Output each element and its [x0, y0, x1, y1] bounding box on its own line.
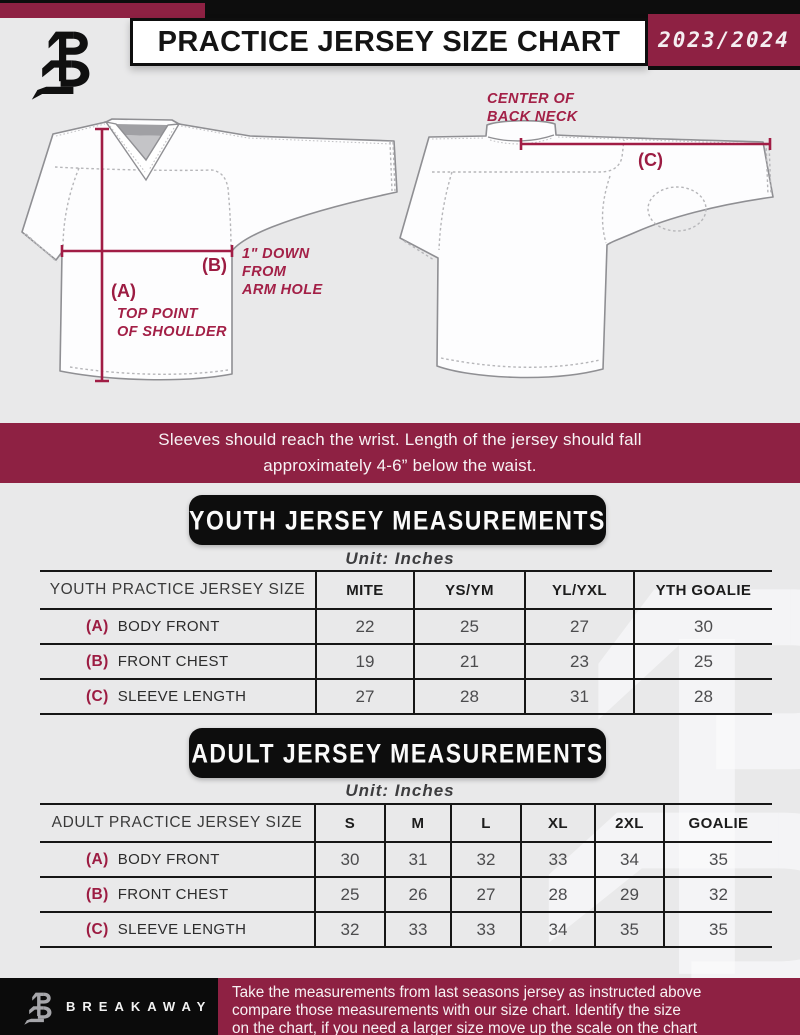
front-jersey-drawing [22, 119, 397, 380]
footer-line2: compare those measurements with our size chart. Identify the size [232, 1002, 681, 1019]
table-row [40, 877, 772, 912]
youth-unit-label: Unit: Inches [345, 549, 455, 568]
value-cell: 34 [521, 912, 595, 947]
table-row [40, 842, 772, 877]
value-cell: 35 [664, 842, 772, 877]
footer-line3: on the chart, if you need a larger size move up the scale on the chart [232, 1020, 698, 1035]
value-cell: 21 [414, 644, 525, 679]
value-cell: 31 [525, 679, 634, 714]
measure-note-c-line1: CENTER OF [487, 91, 575, 107]
column-header: YL/YXL [525, 571, 634, 609]
value-cell: 31 [385, 842, 451, 877]
measure-label-c: (C) [638, 150, 663, 170]
value-cell: 30 [315, 842, 385, 877]
adult-size-table [40, 803, 772, 948]
footer-instructions [218, 978, 800, 1035]
back-jersey-drawing [400, 121, 773, 378]
value-cell: 25 [414, 609, 525, 644]
column-header: XL [521, 804, 595, 842]
value-cell: 27 [451, 877, 521, 912]
adult-section-title: ADULT JERSEY MEASUREMENTS [191, 737, 604, 768]
fit-note-line2: approximately 4-6” below the waist. [263, 456, 537, 475]
column-header: S [315, 804, 385, 842]
youth-size-table [40, 570, 772, 715]
youth-section-title-pill [189, 495, 606, 545]
measure-label-a: (A) [111, 281, 136, 301]
measure-note-a-line1: TOP POINT [117, 306, 198, 322]
measure-note-c-line2: BACK NECK [487, 109, 578, 125]
value-cell: 25 [634, 644, 772, 679]
value-cell: 19 [316, 644, 414, 679]
value-cell: 29 [595, 877, 664, 912]
value-cell: 32 [315, 912, 385, 947]
breakaway-b-logo-icon [26, 22, 100, 102]
column-header: L [451, 804, 521, 842]
column-header: 2XL [595, 804, 664, 842]
footer [0, 978, 800, 1035]
adult-section-title-pill [189, 728, 606, 778]
fit-note-banner [0, 423, 800, 483]
jersey-diagram [0, 76, 800, 426]
season-label: 2023/2024 [658, 28, 790, 52]
table-row [40, 644, 772, 679]
season-underline [648, 66, 800, 70]
value-cell: 34 [595, 842, 664, 877]
table-row [40, 912, 772, 947]
row-label: (A) BODY FRONT [40, 609, 316, 644]
fit-note-line1: Sleeves should reach the wrist. Length of the jersey should fall [158, 430, 642, 449]
breakaway-b-logo-icon [22, 988, 56, 1026]
measure-note-b-line2: FROM [242, 264, 287, 280]
value-cell: 28 [521, 877, 595, 912]
value-cell: 26 [385, 877, 451, 912]
value-cell: 35 [595, 912, 664, 947]
column-header: MITE [316, 571, 414, 609]
column-header: M [385, 804, 451, 842]
footer-line1: Take the measurements from last seasons jersey as instructed above [232, 984, 702, 1001]
value-cell: 32 [664, 877, 772, 912]
youth-section-title: YOUTH JERSEY MEASUREMENTS [189, 504, 606, 535]
footer-brand-block [0, 978, 218, 1035]
season-badge [648, 14, 800, 66]
header-strip-accent [0, 3, 205, 18]
value-cell: 22 [316, 609, 414, 644]
row-label: (C) SLEEVE LENGTH [40, 679, 316, 714]
size-row-header: ADULT PRACTICE JERSEY SIZE [40, 804, 315, 842]
row-label: (C) SLEEVE LENGTH [40, 912, 315, 947]
measure-note-a-line2: OF SHOULDER [117, 324, 227, 340]
value-cell: 33 [451, 912, 521, 947]
value-cell: 35 [664, 912, 772, 947]
value-cell: 27 [525, 609, 634, 644]
size-row-header: YOUTH PRACTICE JERSEY SIZE [40, 571, 316, 609]
measure-label-b: (B) [202, 255, 227, 275]
value-cell: 30 [634, 609, 772, 644]
column-header: YS/YM [414, 571, 525, 609]
page-title: PRACTICE JERSEY SIZE CHART [157, 25, 621, 58]
value-cell: 28 [634, 679, 772, 714]
row-label: (B) FRONT CHEST [40, 877, 315, 912]
value-cell: 33 [385, 912, 451, 947]
table-row [40, 679, 772, 714]
measure-note-b-line1: 1" DOWN [242, 246, 310, 262]
row-label: (B) FRONT CHEST [40, 644, 316, 679]
row-label: (A) BODY FRONT [40, 842, 315, 877]
adult-unit-label: Unit: Inches [345, 781, 455, 800]
measure-note-b-line3: ARM HOLE [242, 282, 323, 298]
value-cell: 28 [414, 679, 525, 714]
column-header: GOALIE [664, 804, 772, 842]
column-header: YTH GOALIE [634, 571, 772, 609]
value-cell: 33 [521, 842, 595, 877]
table-row [40, 609, 772, 644]
page-title-box [130, 18, 648, 66]
brand-name: BREAKAWAY [66, 999, 213, 1014]
value-cell: 23 [525, 644, 634, 679]
value-cell: 27 [316, 679, 414, 714]
value-cell: 32 [451, 842, 521, 877]
value-cell: 25 [315, 877, 385, 912]
